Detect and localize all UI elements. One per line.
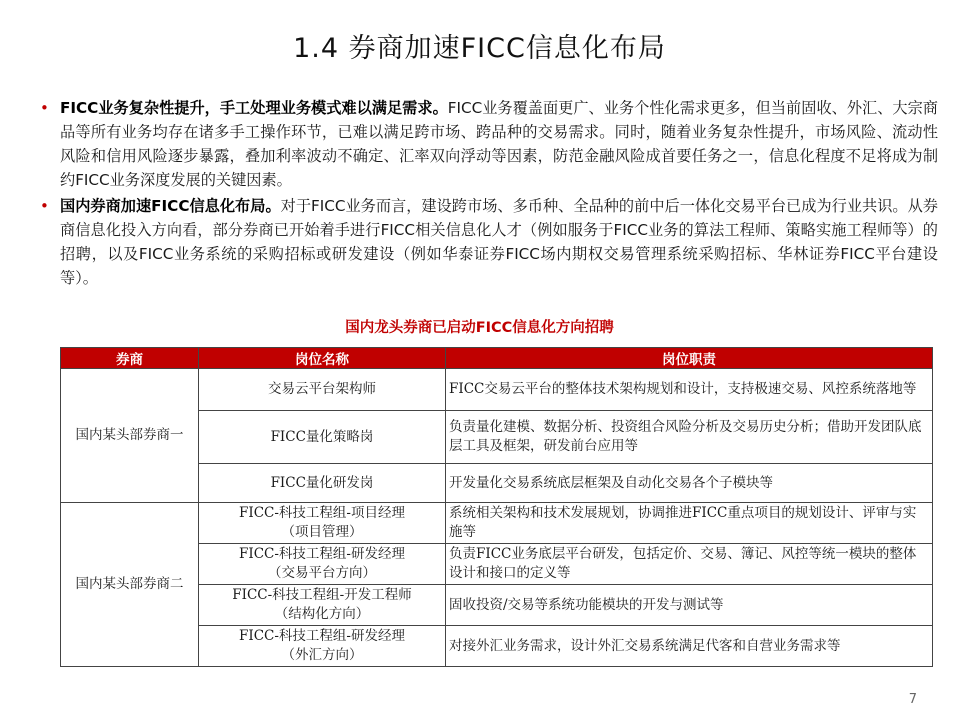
position-cell	[199, 464, 446, 503]
position-line: FICC-科技工程组-项目经理	[239, 505, 405, 521]
bullet-item	[38, 194, 938, 290]
duty-cell: 系统相关架构和技术发展规划，协调推进FICC重点项目的规划设计、评审与实施等	[446, 503, 933, 544]
duty-cell: FICC交易云平台的整体技术架构规划和设计，支持极速交易、风控系统落地等	[446, 369, 933, 411]
position-line: （交易平台方向）	[268, 565, 376, 581]
position-line: FICC量化策略岗	[270, 428, 374, 445]
page-title: 1.4 券商加速FICC信息化布局	[293, 33, 666, 64]
position-line: 交易云平台架构师	[268, 381, 376, 397]
bullet-list	[38, 96, 938, 292]
position-line: FICC-科技工程组-研发经理	[239, 628, 405, 644]
bullet-dot-icon: •	[40, 197, 49, 215]
position-line: （外汇方向）	[281, 647, 363, 663]
recruitment-table	[60, 347, 933, 667]
bullet-item	[38, 96, 938, 192]
position-line: FICC-科技工程组-开发工程师	[232, 587, 412, 603]
position-cell	[199, 626, 446, 667]
table-header-row	[61, 348, 933, 369]
position-cell	[199, 411, 446, 464]
position-line: （结构化方向）	[274, 606, 370, 622]
position-line: （项目管理）	[281, 524, 363, 540]
bullet-text: 对于FICC业务而言，建设跨市场、多币种、全品种的前中后一体化交易平台已成为行业共识。从券商信息化投入方向看，部分券商已开始着手进行FICC相关信息化人才（例如服务于FICC业务的算法工程师、策略实施工程师等）的招聘，以及FICC业务系统的采购招标或研发建设（例如华泰证券FICC场内期权交易管理系统采购招标、华林证券FICC平台建设等）。	[60, 197, 938, 287]
position-cell	[199, 544, 446, 585]
position-cell	[199, 369, 446, 411]
bullet-text: FICC业务覆盖面更广、业务个性化需求更多，但当前固收、外汇、大宗商品等所有业务均存在诸多手工操作环节，已难以满足跨市场、跨品种的交易需求。同时，随着业务复杂性提升，市场风险、流动性风险和信用风险逐步暴露，叠加利率波动不确定、汇率双向浮动等因素，防范金融风险成首要任务之一，信息化程度不足将成为制约FICC业务深度发展的关键因素。	[60, 99, 938, 189]
table-row	[61, 369, 933, 411]
bullet-lead: 国内券商加速FICC信息化布局。	[60, 197, 281, 215]
table-row	[61, 503, 933, 544]
broker-cell: 国内某头部券商二	[61, 503, 199, 667]
bullet-dot-icon: •	[40, 99, 49, 117]
duty-cell: 固收投资/交易等系统功能模块的开发与测试等	[446, 585, 933, 626]
header-position: 岗位名称	[199, 348, 446, 369]
position-cell	[199, 585, 446, 626]
duty-cell: 负责量化建模、数据分析、投资组合风险分析及交易历史分析；借助开发团队底层工具及框架，研发前台应用等	[446, 411, 933, 464]
position-cell	[199, 503, 446, 544]
duty-cell: 开发量化交易系统底层框架及自动化交易各个子模块等	[446, 464, 933, 503]
header-broker: 券商	[61, 348, 199, 369]
position-line: FICC-科技工程组-研发经理	[239, 546, 405, 562]
duty-cell: 负责FICC业务底层平台研发，包括定价、交易、簿记、风控等统一模块的整体设计和接口的定义等	[446, 544, 933, 585]
duty-cell: 对接外汇业务需求，设计外汇交易系统满足代客和自营业务需求等	[446, 626, 933, 667]
header-duty: 岗位职责	[446, 348, 933, 369]
table-title: 国内龙头券商已启动FICC信息化方向招聘	[345, 320, 614, 336]
page-number: 7	[908, 692, 917, 707]
position-line: FICC量化研发岗	[270, 474, 374, 491]
bullet-lead: FICC业务复杂性提升，手工处理业务模式难以满足需求。	[60, 99, 448, 117]
broker-cell: 国内某头部券商一	[61, 369, 199, 503]
